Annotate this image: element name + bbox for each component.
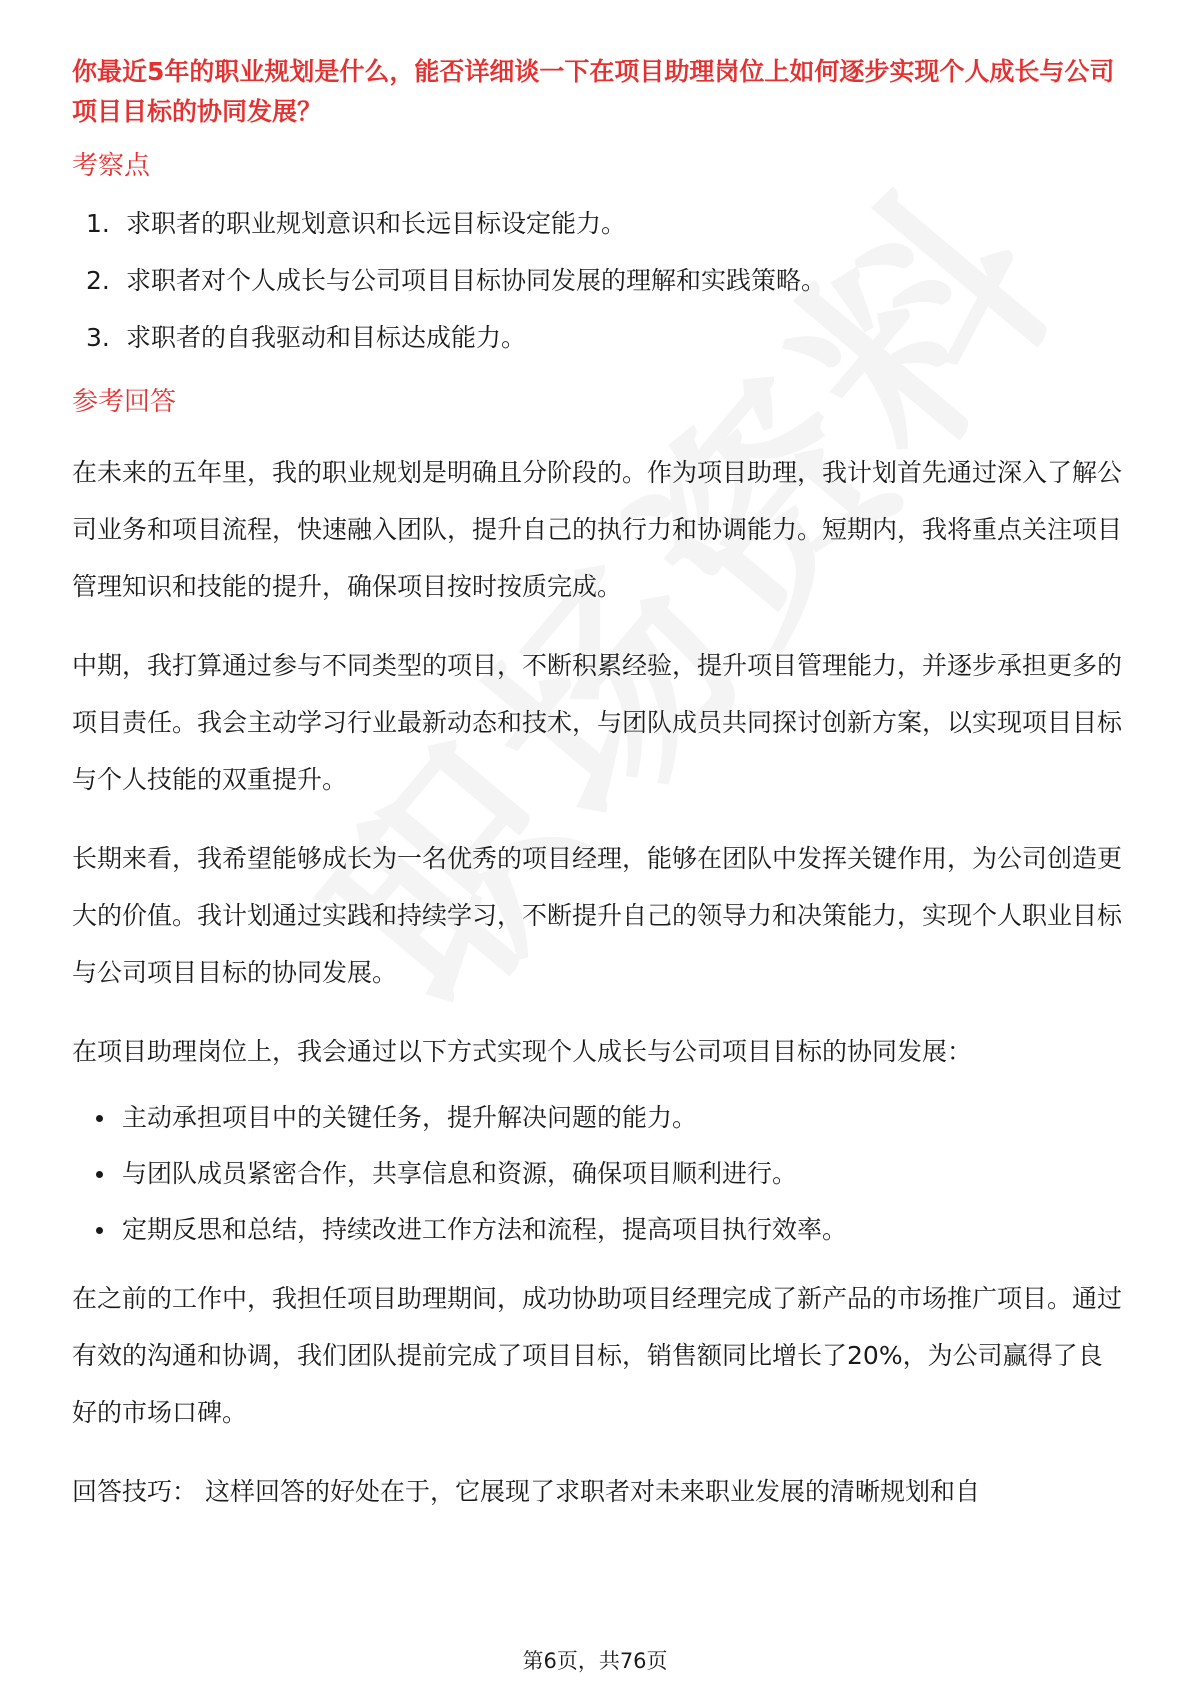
list-item (72, 320, 1122, 356)
page-content (72, 52, 1122, 1520)
list-item-text: 求职者的职业规划意识和长远目标设定能力。 (126, 209, 627, 238)
list-item-number: 2. (86, 266, 110, 295)
section-title-kaochadian: 考察点 (72, 151, 151, 181)
list-item (72, 206, 1122, 242)
evaluation-points-list (72, 206, 1122, 356)
bullet-dot-icon (72, 1156, 122, 1192)
bullet-dot-icon (72, 1100, 122, 1136)
answer-paragraph-short-term: 在未来的五年里，我的职业规划是明确且分阶段的。作为项目助理，我计划首先通过深入了解公司业务和项目流程，快速融入团队，提升自己的执行力和协调能力。短期内，我将重点关注项目管理知识和技能的提升，确保项目按时按质完成。 (72, 458, 1123, 601)
bullet-dot-icon (72, 1212, 122, 1248)
page-number-footer: 第6页，共76页 (522, 1649, 668, 1673)
list-item-text: 定期反思和总结，持续改进工作方法和流程，提高项目执行效率。 (122, 1215, 848, 1244)
answer-paragraph-long-term: 长期来看，我希望能够成长为一名优秀的项目经理，能够在团队中发挥关键作用，为公司创造更大的价值。我计划通过实践和持续学习，不断提升自己的领导力和决策能力，实现个人职业目标与公司项目目标的协同发展。 (72, 844, 1123, 987)
list-item (72, 1156, 1122, 1192)
answer-paragraph-methods-intro: 在项目助理岗位上，我会通过以下方式实现个人成长与公司项目目标的协同发展： (72, 1037, 973, 1066)
list-item-text: 求职者对个人成长与公司项目目标协同发展的理解和实践策略。 (126, 266, 827, 295)
list-item-number: 3. (86, 323, 110, 352)
list-item (72, 1212, 1122, 1248)
list-item (72, 1100, 1122, 1136)
answer-paragraph-experience: 在之前的工作中，我担任项目助理期间，成功协助项目经理完成了新产品的市场推广项目。通过有效的沟通和协调，我们团队提前完成了项目目标，销售额同比增长了20%，为公司赢得了良好的市场口碑。 (72, 1284, 1123, 1427)
question-heading: 你最近5年的职业规划是什么，能否详细谈一下在项目助理岗位上如何逐步实现个人成长与公司项目目标的协同发展？ (72, 57, 1115, 126)
list-item-text: 与团队成员紧密合作，共享信息和资源，确保项目顺利进行。 (122, 1159, 798, 1188)
list-item (72, 263, 1122, 299)
methods-bullet-list (72, 1100, 1122, 1248)
answer-paragraph-mid-term: 中期，我打算通过参与不同类型的项目，不断积累经验，提升项目管理能力，并逐步承担更多的项目责任。我会主动学习行业最新动态和技术，与团队成员共同探讨创新方案，以实现项目目标与个人技能的双重提升。 (72, 651, 1123, 794)
answer-tips-paragraph: 回答技巧： 这样回答的好处在于，它展现了求职者对未来职业发展的清晰规划和自 (72, 1477, 980, 1506)
list-item-text: 求职者的自我驱动和目标达成能力。 (126, 323, 527, 352)
section-title-cankao: 参考回答 (72, 387, 177, 417)
list-item-number: 1. (86, 209, 110, 238)
list-item-text: 主动承担项目中的关键任务，提升解决问题的能力。 (122, 1103, 698, 1132)
